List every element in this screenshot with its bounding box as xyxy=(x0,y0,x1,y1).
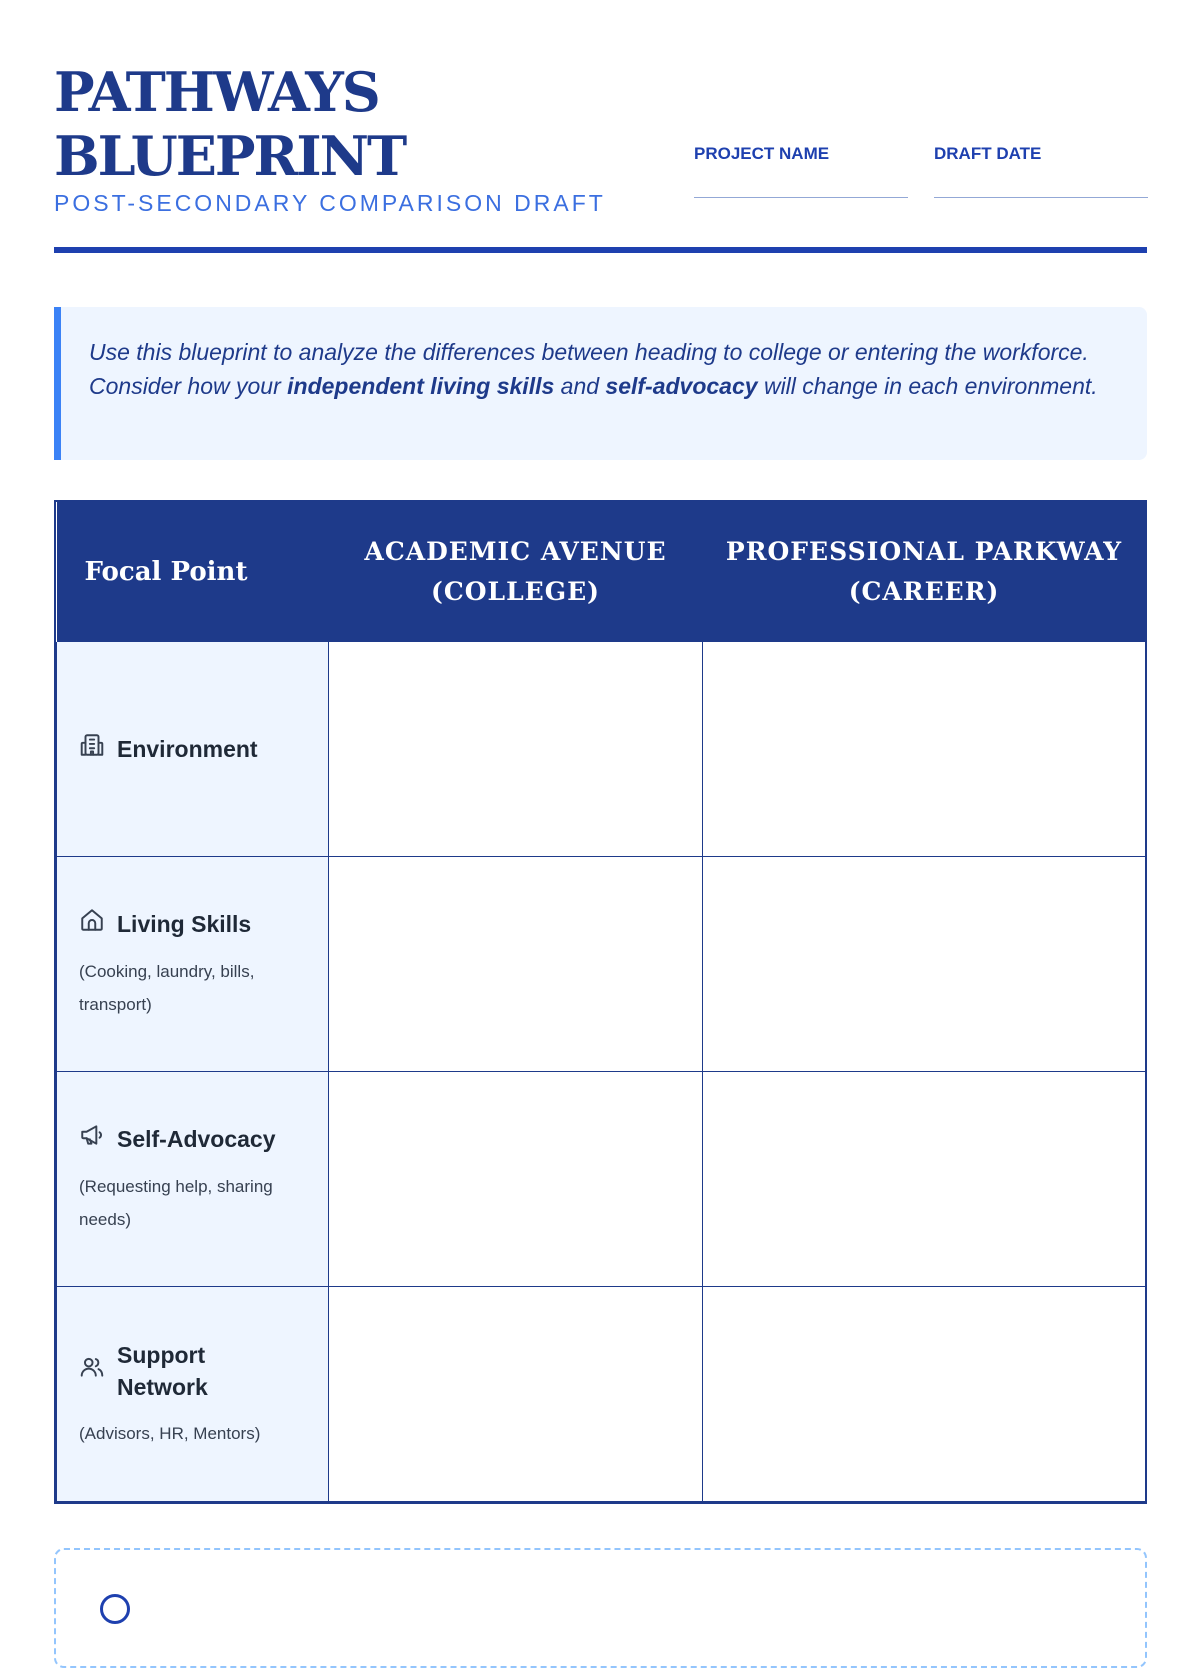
cell-living-skills-career[interactable] xyxy=(703,857,1146,1072)
header-career: PROFESSIONAL PARKWAY (CAREER) xyxy=(703,502,1146,642)
draft-date-label: DRAFT DATE xyxy=(934,144,1042,163)
project-name-label: PROJECT NAME xyxy=(694,144,830,163)
table-header-row xyxy=(57,502,1146,642)
cell-environment-career[interactable] xyxy=(703,642,1146,857)
intro-text-1: Use this blueprint to analyze the differences between heading to college or entering the workforce. Consider how your xyxy=(89,339,1089,399)
cell-support-network-career[interactable] xyxy=(703,1287,1146,1502)
row-header-support-network xyxy=(57,1287,329,1502)
row-note-self-advocacy: (Requesting help, sharing needs) xyxy=(79,1177,273,1229)
row-title-support-network: Support Network xyxy=(117,1341,208,1400)
intro-text-3: will change in each environment. xyxy=(757,373,1098,399)
draft-date-field[interactable] xyxy=(934,144,1148,198)
header-divider xyxy=(54,247,1147,253)
cell-self-advocacy-career[interactable] xyxy=(703,1072,1146,1287)
header-focal-point: Focal Point xyxy=(57,502,329,642)
cell-living-skills-college[interactable] xyxy=(329,857,703,1072)
header xyxy=(54,0,1147,255)
building-icon xyxy=(79,732,105,766)
worksheet-page xyxy=(54,0,1147,1443)
row-title-environment: Environment xyxy=(117,736,258,762)
cell-environment-college[interactable] xyxy=(329,642,703,857)
draft-date-input-line[interactable] xyxy=(934,197,1148,198)
page-subtitle: POST-SECONDARY COMPARISON DRAFT xyxy=(54,190,606,216)
row-header-living-skills xyxy=(57,857,329,1072)
project-name-input-line[interactable] xyxy=(694,197,908,198)
table-row-environment xyxy=(57,642,1146,857)
row-note-support-network: (Advisors, HR, Mentors) xyxy=(79,1423,261,1443)
table-row-living-skills xyxy=(57,857,1146,1072)
project-name-field[interactable] xyxy=(694,144,908,198)
megaphone-icon xyxy=(79,1122,105,1156)
row-header-self-advocacy xyxy=(57,1072,329,1287)
intro-bold-self-advocacy: self-advocacy xyxy=(605,373,758,399)
title-line-2: BLUEPRINT xyxy=(54,124,406,188)
header-college: ACADEMIC AVENUE (COLLEGE) xyxy=(329,502,703,642)
row-title-living-skills: Living Skills xyxy=(117,911,252,937)
table-row-support-network xyxy=(57,1287,1146,1502)
page-title xyxy=(54,60,405,188)
row-header-environment xyxy=(57,642,329,857)
cell-support-network-college[interactable] xyxy=(329,1287,703,1502)
title-line-1: PATHWAYS xyxy=(54,60,379,124)
intro-text-2: and xyxy=(554,373,606,399)
row-title-self-advocacy: Self-Advocacy xyxy=(117,1126,276,1152)
comparison-table xyxy=(54,500,1147,1504)
row-note-living-skills: (Cooking, laundry, bills, transport) xyxy=(79,962,255,1014)
notes-circle-icon xyxy=(100,1594,130,1624)
intro-bold-living-skills: independent living skills xyxy=(287,373,555,399)
intro-callout xyxy=(54,307,1147,460)
home-icon xyxy=(79,907,105,941)
table-row-self-advocacy xyxy=(57,1072,1146,1287)
cell-self-advocacy-college[interactable] xyxy=(329,1072,703,1287)
users-icon xyxy=(79,1354,105,1388)
notes-box[interactable] xyxy=(54,1548,1147,1668)
